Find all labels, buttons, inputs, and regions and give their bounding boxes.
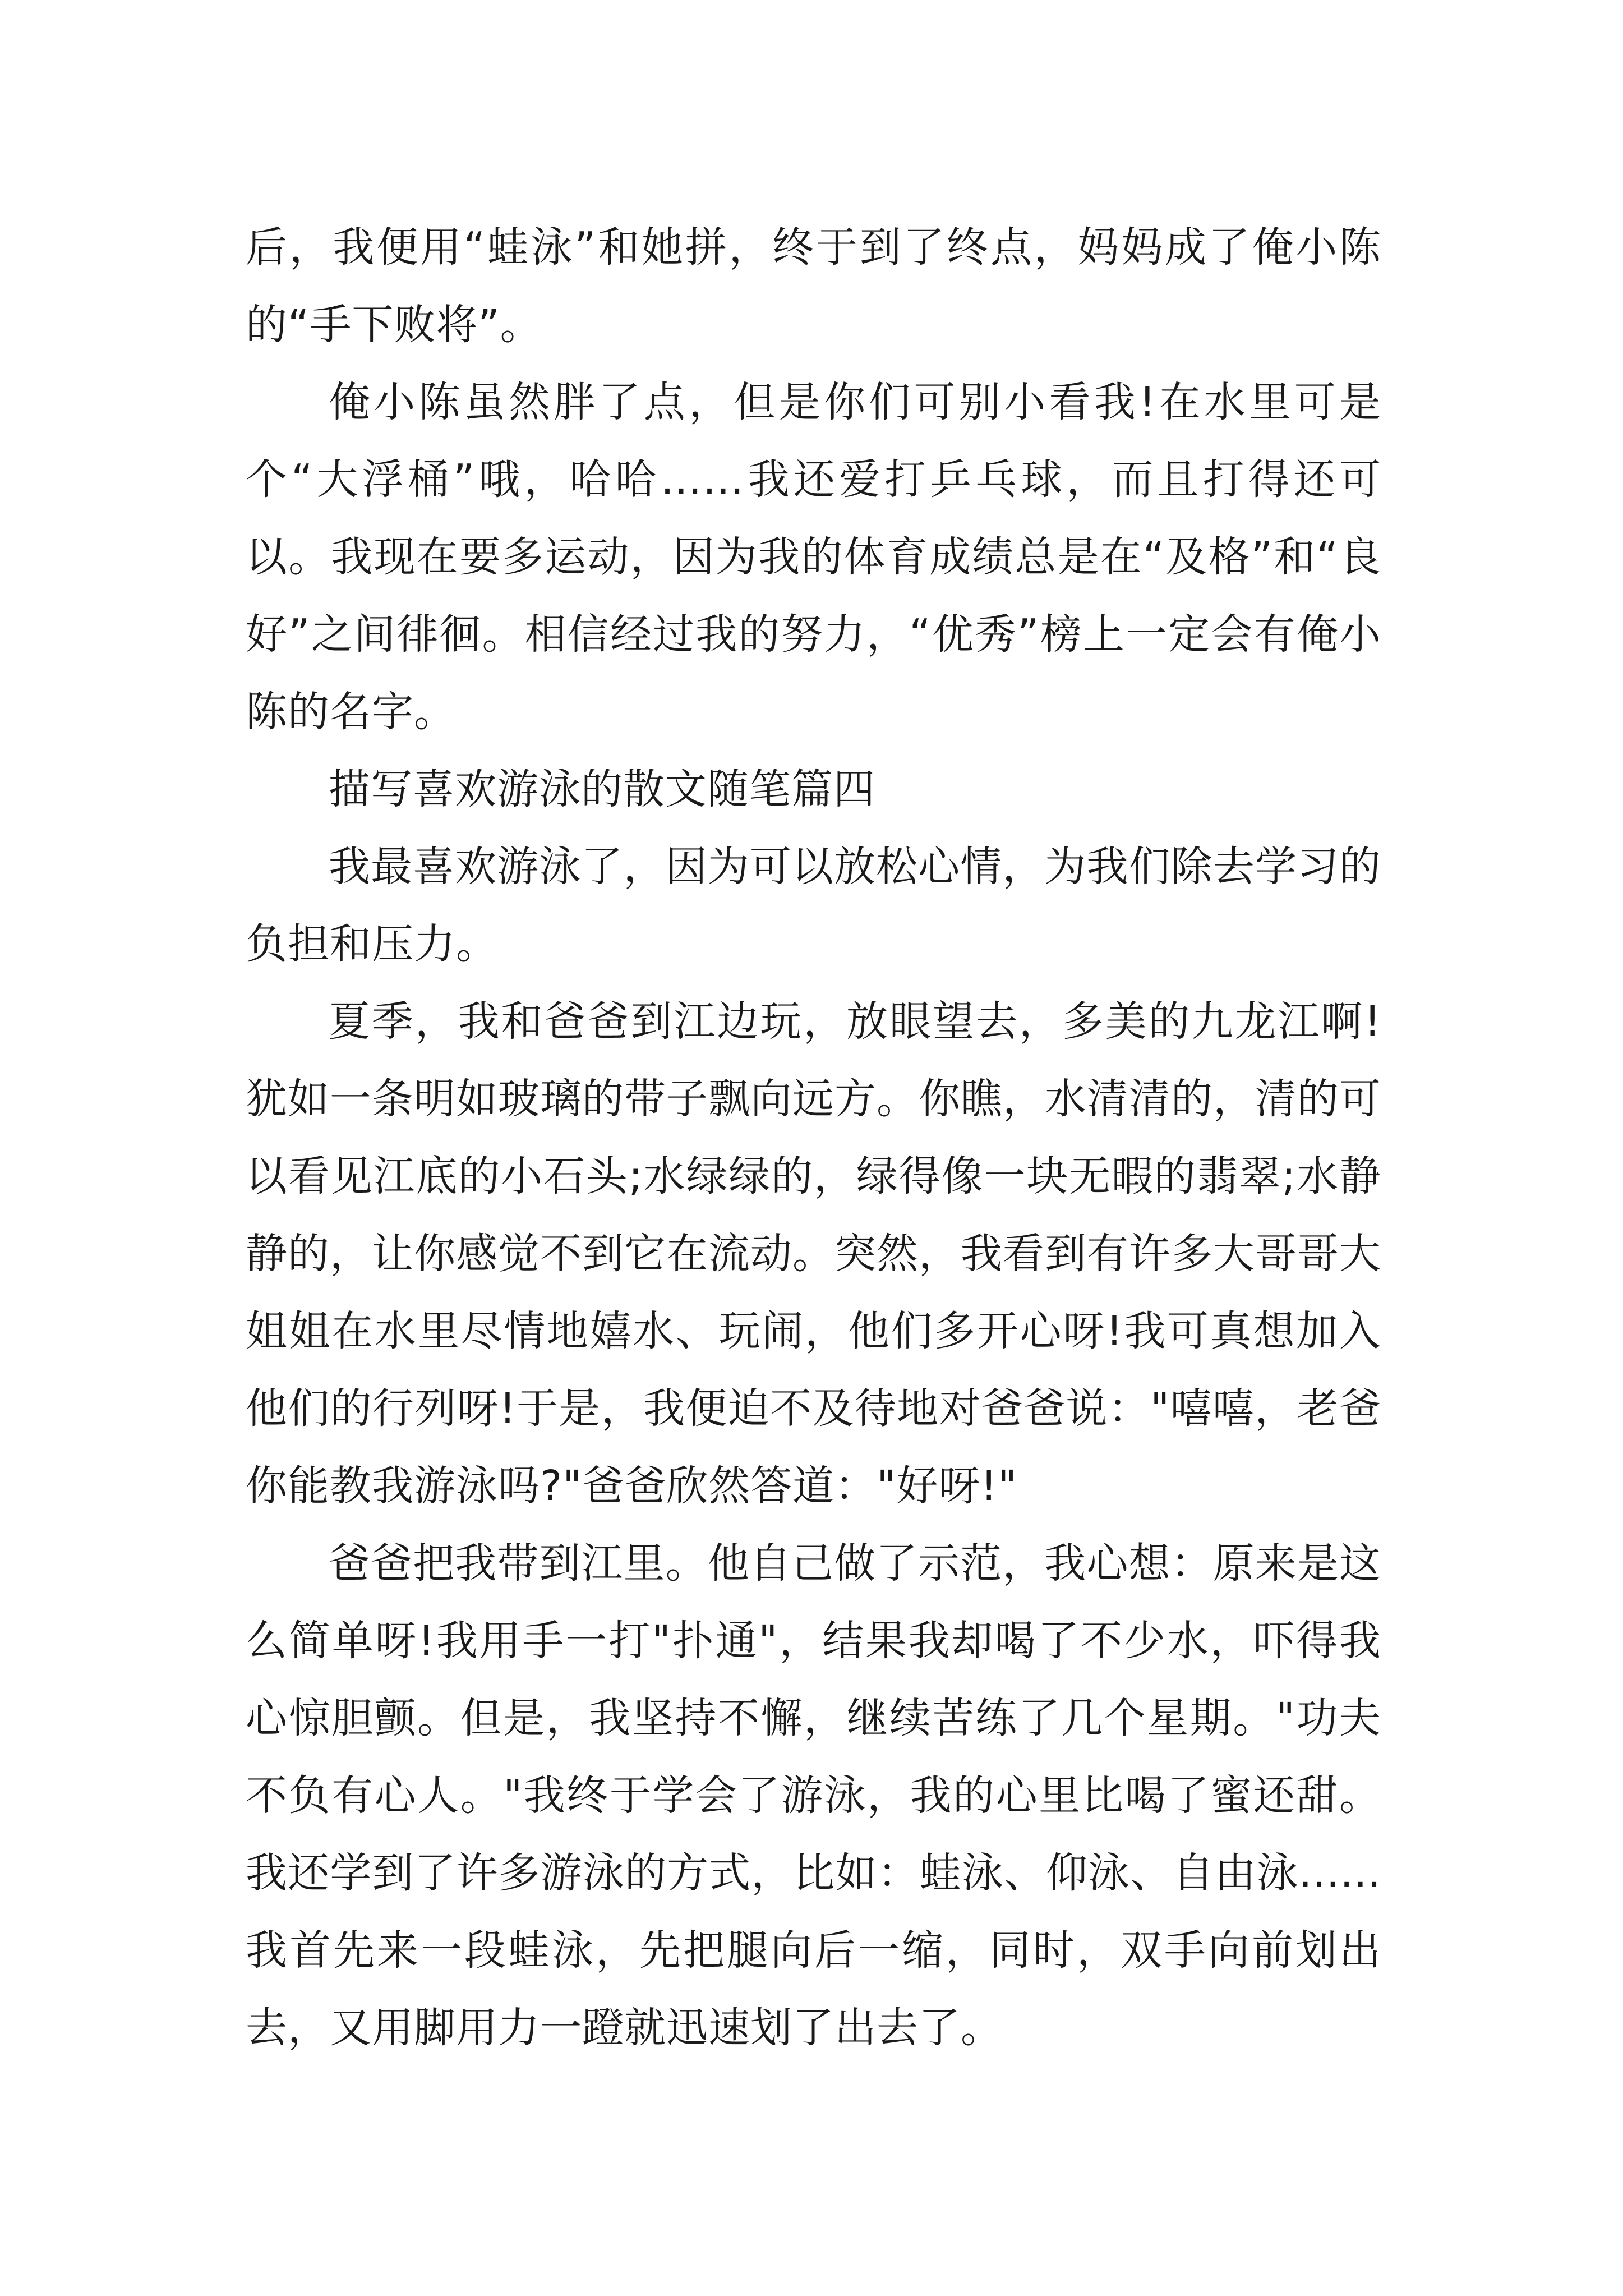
document-body bbox=[246, 209, 1381, 2067]
section-heading: 描写喜欢游泳的散文随笔篇四 bbox=[329, 765, 875, 813]
paragraph: 我最喜欢游泳了，因为可以放松心情，为我们除去学习的负担和压力。 bbox=[246, 843, 1381, 968]
paragraph: 夏季，我和爸爸到江边玩，放眼望去，多美的九龙江啊!犹如一条明如玻璃的带子飘向远方。你瞧，水清清的，清的可以看见江底的小石头;水绿绿的，绿得像一块无暇的翡翠;水静静的，让你感觉不到它在流动。突然，我看到有许多大哥哥大姐姐在水里尽情地嬉水、玩闹，他们多开心呀!我可真想加入他们的行列呀!于是，我便迫不及待地对爸爸说："嘻嘻，老爸你能教我游泳吗?"爸爸欣然答道："好呀!" bbox=[246, 997, 1381, 1510]
paragraph: 爸爸把我带到江里。他自己做了示范，我心想：原来是这么简单呀!我用手一打"扑通"，结果我却喝了不少水，吓得我心惊胆颤。但是，我坚持不懈，继续苦练了几个星期。"功夫不负有心人。"我终于学会了游泳，我的心里比喝了蜜还甜。我还学到了许多游泳的方式，比如：蛙泳、仰泳、自由泳......我首先来一段蛙泳，先把腿向后一缩，同时，双手向前划出去，又用脚用力一蹬就迅速划了出去了。 bbox=[246, 1539, 1381, 2052]
paragraph: 后，我便用“蛙泳”和她拼，终于到了终点，妈妈成了俺小陈的“手下败将”。 bbox=[246, 223, 1381, 349]
paragraph: 俺小陈虽然胖了点，但是你们可别小看我!在水里可是个“大浮桶”哦，哈哈……我还爱打乒乓球，而且打得还可以。我现在要多运动，因为我的体育成绩总是在“及格”和“良好”之间徘徊。相信经过我的努力，“优秀”榜上一定会有俺小陈的名字。 bbox=[246, 378, 1381, 736]
